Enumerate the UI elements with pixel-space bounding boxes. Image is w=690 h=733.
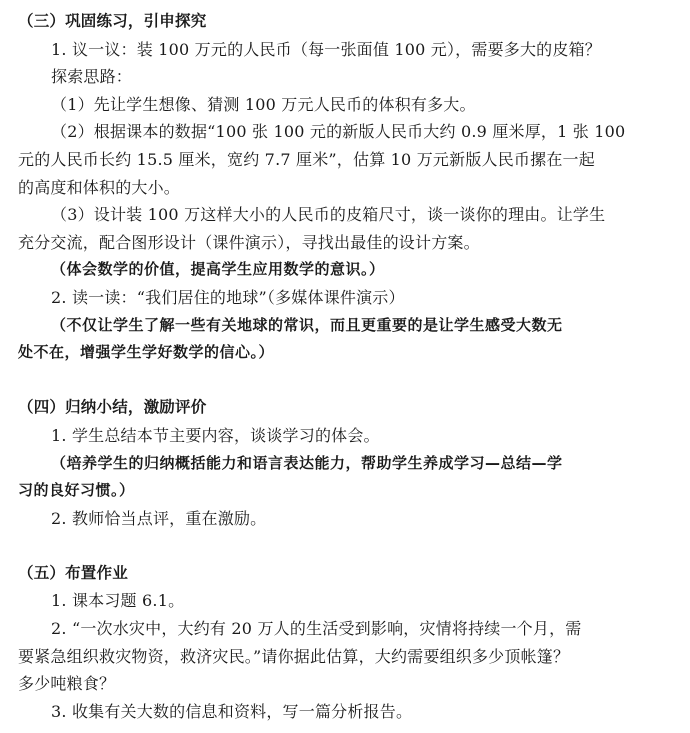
section-spacer	[18, 532, 678, 560]
teaching-note: 习的良好习惯。）	[18, 481, 135, 500]
teaching-note: （体会数学的价值，提高学生应用数学的意识。）	[51, 260, 385, 279]
paragraph-line: （3）设计装 100 万这样大小的人民币的皮箱尺寸，谈一谈你的理由。让学生	[51, 205, 606, 225]
paragraph-line: 充分交流，配合图形设计（课件演示），寻找出最佳的设计方案。	[18, 232, 480, 252]
paragraph-line: 1. 学生总结本节主要内容，谈谈学习的体会。	[51, 425, 380, 445]
paragraph-line: 3. 收集有关大数的信息和资料，写一篇分析报告。	[51, 701, 413, 721]
paragraph-line: 2. 教师恰当点评，重在激励。	[51, 508, 267, 528]
paragraph-line: 2. 读一读：“我们居住的地球”（多媒体课件演示）	[51, 287, 405, 307]
paragraph-line: 2. “一次水灾中，大约有 20 万人的生活受到影响，灾情将持续一个月，需	[51, 619, 582, 639]
paragraph-line: 的高度和体积的大小。	[18, 177, 181, 197]
paragraph-line: （2）根据课本的数据“100 张 100 元的新版人民币大约 0.9 厘米厚，1 张 100	[51, 122, 626, 142]
paragraph-line: 元的人民币长约 15.5 厘米，宽约 7.7 厘米”，估算 10 万元新版人民币摞在一起	[18, 149, 595, 169]
section-heading-consolidation: （三）巩固练习，引申探究	[18, 12, 207, 30]
paragraph-line: 要紧急组织救灾物资，救济灾民。”请你据此估算，大约需要组织多少顶帐篷？	[18, 646, 570, 666]
paragraph-line: （1）先让学生想像、猜测 100 万元人民币的体积有多大。	[51, 94, 476, 114]
paragraph-line: 1. 议一议：装 100 万元的人民币（每一张面值 100 元），需要多大的皮箱？	[51, 39, 601, 59]
section-heading-homework: （五）布置作业	[18, 563, 128, 582]
paragraph-line: 1. 课本习题 6.1。	[51, 591, 185, 611]
teaching-note: 处不在，增强学生学好数学的信心。）	[18, 343, 275, 362]
teaching-note: （培养学生的归纳概括能力和语言表达能力，帮助学生养成学习—总结—学	[51, 453, 563, 472]
section-spacer	[18, 367, 678, 395]
teaching-note: （不仅让学生了解一些有关地球的常识，而且更重要的是让学生感受大数无	[51, 315, 563, 334]
section-heading-summary: （四）归纳小结，激励评价	[18, 398, 207, 417]
paragraph-line: 多少吨粮食？	[18, 674, 116, 694]
document-page	[18, 8, 678, 725]
paragraph-line: 探索思路：	[51, 67, 133, 87]
